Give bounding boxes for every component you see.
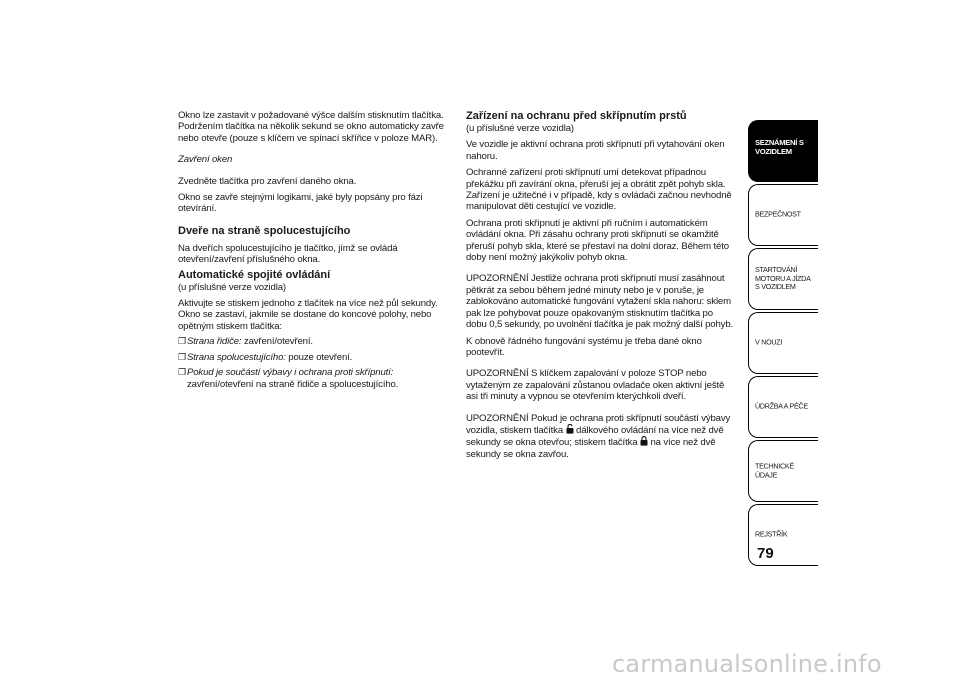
tab-udrzba-a-pece[interactable] <box>748 376 818 438</box>
bullet-icon: ❐ <box>178 367 186 378</box>
tab-label: STARTOVÁNÍ MOTORU A JÍZDA S VOZIDLEM <box>755 265 811 292</box>
paragraph: Na dveřích spolucestujícího je tlačítko, jímž se ovládá otevření/zavření příslušného okna. <box>178 242 398 266</box>
tab-label: BEZPEČNOST <box>755 209 801 219</box>
text-fragment: na více než dvě sekundy se okna zavřou. <box>466 437 716 460</box>
warning-paragraph <box>466 413 736 461</box>
bullet-lead: Strana řidiče: <box>187 336 242 348</box>
closing-subtitle: Zavření oken <box>178 154 233 166</box>
bullet-text: zavření/otevření na straně řidiče a spolucestujícího. <box>187 378 399 390</box>
warning-paragraph: UPOZORNĚNÍ S klíčkem zapalování v poloze STOP nebo vytaženým ze zapalování zůstanou ovladače oken aktivní ještě asi tři minuty a vypnou se otevřením kterýchkoli dveří. <box>466 368 725 403</box>
tab-label: REJSTŘÍK <box>755 529 788 539</box>
bullet-item <box>178 352 458 363</box>
bullet-lead: Pokud je součástí výbavy i ochrana proti skřípnutí: <box>187 367 394 379</box>
page-number: 79 <box>757 545 774 562</box>
left-column <box>178 110 458 390</box>
section-heading-passenger-door: Dveře na straně spolucestujícího <box>178 224 351 237</box>
tab-seznameni-s-vozidlem[interactable] <box>748 120 818 182</box>
section-subtitle: (u příslušné verze vozidla) <box>178 281 286 293</box>
tab-startovani-motoru[interactable] <box>748 248 818 310</box>
right-column <box>466 110 736 460</box>
unlock-icon <box>566 424 574 434</box>
section-heading-pinch-protection: Zařízení na ochranu před skřípnutím prstů <box>466 110 687 122</box>
paragraph: Ochrana proti skřípnutí je aktivní při ručním i automatickém ovládání okna. Při zásahu ochrany proti skřípnutí se okamžitě přeruší pohyb skla, které se přestaví na dolní doraz. Během této doby není možný jakýkoliv pohyb okna. <box>466 217 729 264</box>
bullet-icon: ❐ <box>178 351 186 362</box>
paragraph: Okno lze zastavit v požadované výšce dalším stisknutím tlačítka. Podržením tlačítka na několik sekund se okno automaticky zavře nebo otevře (pouze s klíčem ve spínací skříňce v poloze MAR). <box>178 110 444 144</box>
paragraph: Okno se zavře stejnými logikami, jaké byly popsány pro fázi otevírání. <box>178 192 423 215</box>
tab-label: SEZNÁMENÍ S VOZIDLEM <box>755 138 804 156</box>
lock-icon <box>640 436 648 446</box>
paragraph: Ochranné zařízení proti skřípnutí umí detekovat případnou překážku při zavírání okna, přeruší jej a obrátit zpět pohyb skla. Zařízení je užitečné i v případě, kdy s ovládači začnou nevhodně manipulovat děti cestující ve vozidle. <box>466 167 732 213</box>
bullet-lead: Strana spolucestujícího: <box>187 351 286 363</box>
text-fragment: dálkového ovládání na více než dvě sekundy se okna otevřou; stiskem tlačítka <box>466 424 724 449</box>
bullet-item <box>178 336 458 347</box>
bullet-icon: ❐ <box>178 336 186 347</box>
watermark: carmanualsonline.info <box>612 650 882 678</box>
tab-technicke-udaje[interactable] <box>748 440 818 502</box>
tab-label: TECHNICKÉ ÚDAJE <box>755 461 794 479</box>
paragraph: Ve vozidle je aktivní ochrana proti skřípnutí při vytahování oken nahoru. <box>466 139 725 162</box>
section-heading-auto-control: Automatické spojité ovládání <box>178 268 331 281</box>
warning-paragraph: UPOZORNĚNÍ Jestliže ochrana proti skřípnutí musí zasáhnout pětkrát za sebou během jedné minuty nebo je v poruše, je zablokováno automatické fungování vytažení skla nahoru: sklem pak lze pohybovat pouze opakovaným stisknutím tlačítka po dobu 0,5 sekundy, po uvolnění tlačítka je pak možný další pohyb. <box>466 273 734 331</box>
bullet-text: pouze otevření. <box>285 351 353 363</box>
bullet-item <box>178 367 458 390</box>
text-fragment: UPOZORNĚNÍ Pokud je ochrana proti skřípnutí součástí výbavy vozidla, stiskem tlačítka <box>466 412 731 436</box>
chapter-tabs <box>748 120 820 568</box>
tab-label: V NOUZI <box>755 337 783 347</box>
bullet-text: zavření/otevření. <box>241 336 313 348</box>
section-subtitle: (u příslušné verze vozidla) <box>466 123 574 134</box>
paragraph: Zvedněte tlačítka pro zavření daného okna. <box>178 175 357 187</box>
paragraph: Aktivujte se stiskem jednoho z tlačítek na více než půl sekundy. Okno se zastaví, jakmile se dostane do koncové polohy, nebo opětným stiskem tlačítka: <box>178 298 438 332</box>
tab-v-nouzi[interactable] <box>748 312 818 374</box>
tab-bezpecnost[interactable] <box>748 184 818 246</box>
paragraph: K obnově řádného fungování systému je třeba dané okno pootevřít. <box>466 335 702 358</box>
tab-label: ÚDRŽBA A PÉČE <box>755 401 808 411</box>
